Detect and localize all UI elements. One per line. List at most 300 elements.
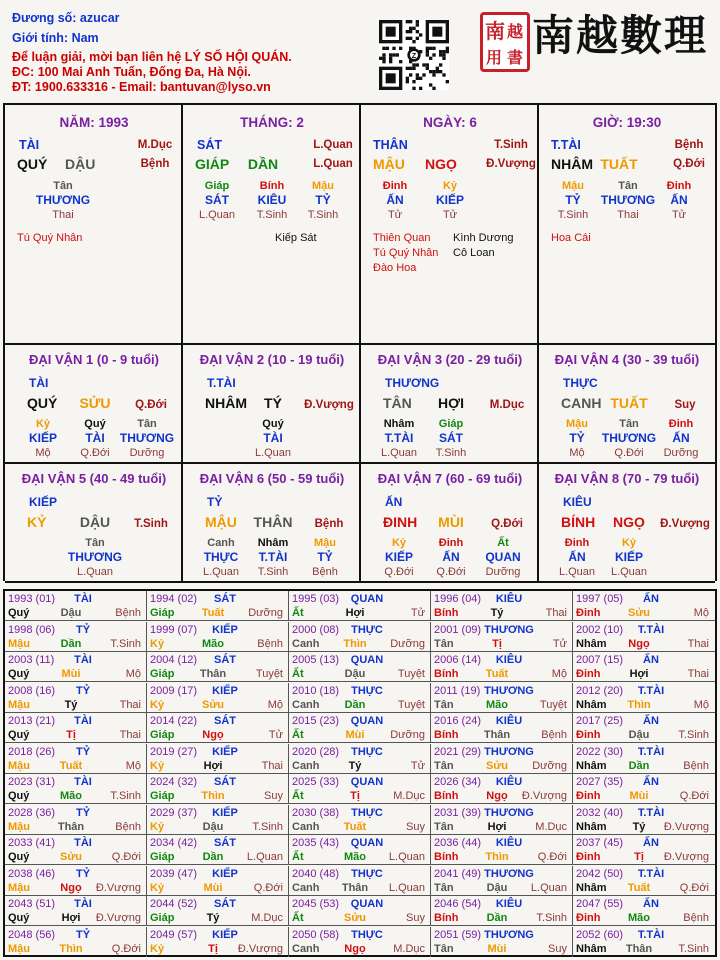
annual-cell[interactable] bbox=[147, 774, 289, 804]
annual-branch: Sửu bbox=[59, 851, 83, 863]
annual-ten-god: KIÊU bbox=[495, 654, 523, 666]
annual-year: 2005 (13) bbox=[292, 654, 340, 666]
pillar-stem: QUÝ bbox=[17, 156, 48, 172]
annual-life-stage: Đ.Vượng bbox=[663, 851, 709, 863]
hidden-life-stage: Dưỡng bbox=[485, 566, 521, 578]
dai-van-ten-god: THỰC bbox=[563, 376, 598, 390]
annual-cell[interactable] bbox=[573, 805, 715, 835]
hidden-life-stage: Dưỡng bbox=[129, 447, 165, 459]
annual-cell[interactable] bbox=[431, 622, 573, 652]
pillar-2 bbox=[183, 105, 361, 345]
hidden-ten-god: KIẾP bbox=[435, 193, 465, 207]
hidden-ten-god: THƯƠNG bbox=[601, 431, 657, 445]
annual-year: 2007 (15) bbox=[576, 654, 624, 666]
annual-stem: Đinh bbox=[576, 912, 601, 924]
annual-cell[interactable] bbox=[431, 774, 573, 804]
annual-cell[interactable] bbox=[431, 805, 573, 835]
annual-cell[interactable] bbox=[431, 744, 573, 774]
annual-stem: Ất bbox=[292, 668, 304, 680]
annual-stem: Nhâm bbox=[576, 881, 607, 894]
annual-cell[interactable] bbox=[431, 683, 573, 713]
annual-ten-god: TỶ bbox=[75, 745, 91, 758]
annual-ten-god: QUAN bbox=[350, 654, 384, 666]
annual-cell[interactable] bbox=[573, 866, 715, 896]
annual-ten-god: THỰC bbox=[351, 928, 383, 941]
annual-life-stage: Q.Đới bbox=[537, 851, 567, 863]
annual-cell[interactable] bbox=[5, 927, 147, 957]
annual-year: 2000 (08) bbox=[292, 623, 340, 636]
annual-cell[interactable] bbox=[147, 683, 289, 713]
dai-van-title: ĐẠI VẬN 6 (50 - 59 tuổi) bbox=[199, 471, 345, 486]
annual-cell[interactable] bbox=[289, 683, 431, 713]
annual-cell[interactable] bbox=[431, 713, 573, 743]
dai-van-title: ĐẠI VẬN 3 (20 - 29 tuổi) bbox=[377, 352, 523, 367]
annual-stem: Mậu bbox=[8, 942, 30, 955]
annual-life-stage: Q.Đới bbox=[679, 881, 709, 894]
annual-year: 2044 (52) bbox=[150, 898, 198, 910]
annual-branch: Dậu bbox=[344, 668, 366, 680]
dai-van-1[interactable] bbox=[5, 345, 183, 464]
annual-branch: Thìn bbox=[343, 637, 367, 650]
dai-van-stem: BÍNH bbox=[561, 514, 596, 530]
annual-cell[interactable] bbox=[147, 805, 289, 835]
hidden-ten-god: TÀI bbox=[263, 431, 283, 445]
hidden-life-stage: L.Quan bbox=[254, 447, 292, 459]
annual-year: 2049 (57) bbox=[150, 928, 198, 941]
annual-branch: Dậu bbox=[628, 729, 650, 741]
annual-ten-god: THỰC bbox=[351, 684, 383, 697]
annual-branch: Mùi bbox=[345, 729, 365, 741]
annual-cell[interactable] bbox=[573, 835, 715, 865]
annual-branch: Ngọ bbox=[202, 729, 224, 741]
dai-van-4[interactable] bbox=[539, 345, 715, 464]
pillar-chart bbox=[3, 103, 717, 581]
hidden-stem: Nhâm bbox=[383, 418, 415, 430]
annual-branch: Thân bbox=[57, 820, 85, 833]
annual-life-stage: Mộ bbox=[693, 607, 709, 619]
annual-year: 2006 (14) bbox=[434, 654, 482, 666]
annual-stem: Quý bbox=[8, 790, 30, 802]
annual-cell[interactable] bbox=[573, 683, 715, 713]
hidden-life-stage: Q.Đới bbox=[80, 447, 110, 459]
annual-stem: Canh bbox=[292, 820, 320, 833]
annual-life-stage: Tuyệt bbox=[255, 668, 283, 680]
hidden-stem: Kỷ bbox=[35, 418, 51, 430]
annual-stem: Đinh bbox=[576, 790, 601, 802]
annual-cell[interactable] bbox=[147, 866, 289, 896]
annual-branch: Tuất bbox=[343, 820, 367, 833]
dai-van-stem: NHÂM bbox=[205, 395, 247, 411]
annual-cell[interactable] bbox=[5, 866, 147, 896]
address-line: ĐC: 100 Mai Anh Tuấn, Đống Đa, Hà Nội. bbox=[12, 65, 251, 79]
pillar-stem: NHÂM bbox=[551, 156, 593, 172]
annual-ten-god: QUAN bbox=[350, 898, 384, 910]
annual-ten-god: KIẾP bbox=[212, 928, 238, 941]
annual-cell[interactable] bbox=[289, 713, 431, 743]
annual-ten-god: QUAN bbox=[350, 776, 384, 788]
annual-branch: Tuất bbox=[59, 759, 83, 772]
dai-van-life-stage: Suy bbox=[674, 399, 696, 411]
annual-cell[interactable] bbox=[5, 622, 147, 652]
hidden-ten-god: KIÊU bbox=[257, 193, 287, 207]
annual-branch: Hợi bbox=[345, 607, 365, 619]
hidden-ten-god: T.TÀI bbox=[258, 550, 288, 564]
annual-stem: Nhâm bbox=[576, 759, 607, 772]
annual-stem: Bính bbox=[434, 668, 459, 680]
annual-cell[interactable] bbox=[289, 866, 431, 896]
annual-life-stage: L.Quan bbox=[388, 851, 425, 863]
annual-year: 2032 (40) bbox=[576, 806, 624, 819]
annual-branch: Tuất bbox=[485, 668, 509, 680]
dai-van-stem: CANH bbox=[561, 395, 602, 411]
annual-year: 1999 (07) bbox=[150, 623, 198, 636]
annual-cell[interactable] bbox=[431, 866, 573, 896]
hidden-stem: Bính bbox=[259, 180, 285, 192]
annual-life-stage: T.Sinh bbox=[678, 729, 709, 741]
annual-ten-god: THỰC bbox=[351, 806, 383, 819]
annual-year: 2018 (26) bbox=[8, 745, 56, 758]
annual-life-stage: Tử bbox=[410, 607, 425, 619]
annual-year: 2016 (24) bbox=[434, 715, 482, 727]
annual-year: 2036 (44) bbox=[434, 837, 482, 849]
hidden-stem: Đinh bbox=[382, 180, 408, 192]
annual-stem: Kỷ bbox=[150, 637, 165, 650]
pillar-title: THÁNG: 2 bbox=[240, 115, 304, 130]
dai-van-6[interactable] bbox=[183, 464, 361, 583]
hidden-ten-god: ẤN bbox=[568, 550, 586, 564]
special-star: Tú Quý Nhân bbox=[373, 247, 439, 259]
hidden-life-stage: L.Quan bbox=[202, 566, 240, 578]
annual-branch: Mão bbox=[344, 851, 366, 863]
annual-ten-god: ẤN bbox=[643, 776, 659, 788]
hidden-ten-god: T.TÀI bbox=[384, 431, 414, 445]
annual-cell[interactable] bbox=[289, 652, 431, 682]
annual-branch: Ngọ bbox=[60, 881, 82, 894]
annual-branch: Thìn bbox=[59, 942, 83, 955]
annual-cell[interactable] bbox=[147, 835, 289, 865]
annual-cell[interactable] bbox=[147, 591, 289, 621]
annual-cell[interactable] bbox=[289, 744, 431, 774]
annual-cell[interactable] bbox=[573, 652, 715, 682]
annual-stem: Nhâm bbox=[576, 637, 607, 650]
annual-cell[interactable] bbox=[5, 774, 147, 804]
annual-stem: Ất bbox=[292, 729, 304, 741]
hidden-stem: Đinh bbox=[668, 418, 694, 430]
pillar-title: GIỜ: 19:30 bbox=[592, 115, 662, 130]
annual-life-stage: M.Dục bbox=[535, 820, 567, 833]
annual-cell[interactable] bbox=[147, 652, 289, 682]
hidden-stem: Mậu bbox=[314, 537, 336, 549]
annual-stem: Giáp bbox=[150, 790, 175, 802]
annual-life-stage: L.Quan bbox=[246, 851, 283, 863]
annual-life-stage: T.Sinh bbox=[536, 912, 567, 924]
annual-cell[interactable] bbox=[147, 927, 289, 957]
dai-van-2[interactable] bbox=[183, 345, 361, 464]
annual-life-stage: T.Sinh bbox=[252, 820, 283, 833]
pillar-branch-stage: Đ.Vượng bbox=[486, 158, 536, 170]
annual-ten-god: KIẾP bbox=[212, 623, 238, 636]
dai-van-stem: TÂN bbox=[383, 395, 412, 411]
dai-van-3[interactable] bbox=[361, 345, 539, 464]
annual-branch: Thân bbox=[625, 942, 653, 955]
annual-cell[interactable] bbox=[5, 683, 147, 713]
annual-year: 2039 (47) bbox=[150, 867, 198, 880]
annual-cell[interactable] bbox=[5, 652, 147, 682]
annual-year: 2052 (60) bbox=[576, 928, 624, 941]
phone-email-line[interactable]: ĐT: 1900.633316 - Email: bantuvan@lyso.vn bbox=[12, 80, 271, 94]
annual-year: 2041 (49) bbox=[434, 867, 482, 880]
annual-ten-god: THƯƠNG bbox=[484, 928, 534, 941]
hidden-life-stage: Tử bbox=[442, 209, 458, 221]
annual-cell[interactable] bbox=[573, 591, 715, 621]
hidden-stem: Tân bbox=[137, 418, 157, 430]
annual-ten-god: T.TÀI bbox=[637, 745, 665, 758]
special-star: Hoa Cái bbox=[551, 232, 591, 244]
pillar-ten-god: THÂN bbox=[373, 138, 408, 152]
annual-branch: Mão bbox=[486, 698, 508, 711]
annual-year: 2040 (48) bbox=[292, 867, 340, 880]
annual-life-stage: Đ.Vượng bbox=[521, 790, 567, 802]
annual-life-stage: Bệnh bbox=[683, 759, 709, 772]
annual-cell[interactable] bbox=[5, 744, 147, 774]
annual-stem: Ất bbox=[292, 607, 304, 619]
hidden-stem: Quý bbox=[84, 418, 106, 430]
hidden-ten-god: ẤN bbox=[386, 193, 404, 207]
annual-year: 1998 (06) bbox=[8, 623, 56, 636]
dai-van-branch: MÙI bbox=[438, 514, 464, 530]
annual-cell[interactable] bbox=[289, 805, 431, 835]
qr-code-icon[interactable] bbox=[379, 20, 449, 90]
dai-van-8[interactable] bbox=[539, 464, 715, 583]
annual-ten-god: TÀI bbox=[74, 715, 92, 727]
annual-stem: Canh bbox=[292, 698, 320, 711]
annual-ten-god: SÁT bbox=[214, 715, 236, 727]
pillar-stem: GIÁP bbox=[195, 156, 230, 172]
hidden-life-stage: Q.Đới bbox=[384, 566, 414, 578]
annual-branch: Dậu bbox=[202, 820, 224, 833]
annual-cell[interactable] bbox=[5, 805, 147, 835]
annual-cell[interactable] bbox=[289, 896, 431, 926]
hidden-ten-god: TỶ bbox=[317, 550, 333, 564]
annual-stem: Đinh bbox=[576, 607, 601, 619]
annual-ten-god: TỶ bbox=[75, 928, 91, 941]
annual-life-stage: Thai bbox=[119, 729, 141, 741]
annual-stem: Kỷ bbox=[150, 942, 165, 955]
annual-life-stage: M.Dục bbox=[393, 790, 425, 802]
annual-year: 2047 (55) bbox=[576, 898, 624, 910]
annual-cell[interactable] bbox=[431, 591, 573, 621]
annual-cell[interactable] bbox=[289, 835, 431, 865]
annual-branch: Mão bbox=[202, 637, 224, 650]
hidden-stem: Quý bbox=[262, 418, 284, 430]
annual-year: 2009 (17) bbox=[150, 684, 198, 697]
annual-cell[interactable] bbox=[147, 713, 289, 743]
annual-stem: Nhâm bbox=[576, 820, 607, 833]
hidden-life-stage: Thai bbox=[52, 209, 74, 221]
annual-ten-god: T.TÀI bbox=[637, 623, 665, 636]
hidden-life-stage: L.Quan bbox=[610, 566, 648, 578]
annual-life-stage: Bệnh bbox=[683, 912, 709, 924]
annual-branch: Ngọ bbox=[486, 790, 508, 802]
annual-year: 2037 (45) bbox=[576, 837, 624, 849]
annual-cell[interactable] bbox=[147, 622, 289, 652]
annual-ten-god: TÀI bbox=[74, 898, 92, 910]
annual-cell[interactable] bbox=[431, 652, 573, 682]
dai-van-5[interactable] bbox=[5, 464, 183, 583]
dai-van-branch: TUẤT bbox=[610, 395, 648, 411]
annual-year: 2020 (28) bbox=[292, 745, 340, 758]
annual-life-stage: Tử bbox=[268, 729, 283, 741]
annual-ten-god: KIÊU bbox=[495, 593, 523, 605]
annual-ten-god: T.TÀI bbox=[637, 867, 665, 880]
annual-year: 2043 (51) bbox=[8, 898, 56, 910]
annual-life-stage: Thai bbox=[687, 637, 709, 650]
annual-life-stage: Thai bbox=[119, 698, 141, 711]
annual-stem: Giáp bbox=[150, 607, 175, 619]
annual-ten-god: ẤN bbox=[643, 715, 659, 727]
annual-branch: Tị bbox=[66, 729, 76, 741]
hidden-life-stage: L.Quan bbox=[198, 209, 236, 221]
hidden-stem: Tân bbox=[85, 537, 105, 549]
annual-life-stage: Tuyệt bbox=[397, 668, 425, 680]
annual-branch: Hợi bbox=[61, 912, 81, 924]
annual-cell[interactable] bbox=[5, 835, 147, 865]
annual-branch: Thân bbox=[199, 668, 227, 680]
annual-ten-god: TÀI bbox=[74, 837, 92, 849]
annual-stem: Giáp bbox=[150, 668, 175, 680]
annual-cell[interactable] bbox=[431, 835, 573, 865]
dai-van-life-stage: M.Dục bbox=[489, 399, 525, 411]
annual-stem: Đinh bbox=[576, 851, 601, 863]
annual-stem: Quý bbox=[8, 607, 30, 619]
annual-cell[interactable] bbox=[5, 591, 147, 621]
annual-cell[interactable] bbox=[147, 896, 289, 926]
annual-life-stage: Suy bbox=[548, 942, 567, 955]
annual-branch: Hợi bbox=[487, 820, 507, 833]
dai-van-life-stage: Q.Đới bbox=[135, 399, 167, 411]
annual-year: 2019 (27) bbox=[150, 745, 198, 758]
annual-ten-god: ẤN bbox=[643, 654, 659, 666]
hidden-stem: Kỷ bbox=[442, 180, 458, 192]
annual-branch: Thìn bbox=[627, 698, 651, 711]
hidden-ten-god: KIẾP bbox=[28, 431, 58, 445]
annual-ten-god: SÁT bbox=[214, 776, 236, 788]
annual-ten-god: KIÊU bbox=[495, 837, 523, 849]
annual-ten-god: THƯƠNG bbox=[484, 867, 534, 880]
annual-cell[interactable] bbox=[289, 622, 431, 652]
annual-life-stage: Bệnh bbox=[541, 729, 567, 741]
annual-year: 1997 (05) bbox=[576, 593, 624, 605]
dai-van-branch: NGỌ bbox=[613, 514, 645, 530]
annual-stem: Mậu bbox=[8, 637, 30, 650]
annual-life-stage: Đ.Vượng bbox=[95, 881, 141, 894]
annual-cell[interactable] bbox=[431, 896, 573, 926]
annual-year: 2050 (58) bbox=[292, 928, 340, 941]
pillar-branch: DẬU bbox=[65, 156, 96, 172]
dai-van-7[interactable] bbox=[361, 464, 539, 583]
dai-van-life-stage: Đ.Vượng bbox=[304, 399, 354, 411]
annual-ten-god: KIÊU bbox=[495, 898, 523, 910]
annual-ten-god: KIẾP bbox=[212, 745, 238, 758]
pillar-life-stage: T.Sinh bbox=[494, 139, 528, 151]
annual-branch: Tý bbox=[632, 820, 646, 833]
annual-branch: Mùi bbox=[629, 790, 649, 802]
dai-van-title: ĐẠI VẬN 7 (60 - 69 tuổi) bbox=[377, 471, 523, 486]
annual-cell[interactable] bbox=[5, 713, 147, 743]
annual-luck-grid bbox=[3, 589, 717, 957]
annual-branch: Sửu bbox=[201, 698, 225, 711]
hidden-ten-god: ẤN bbox=[442, 550, 460, 564]
annual-stem: Kỷ bbox=[150, 759, 165, 772]
annual-cell[interactable] bbox=[431, 927, 573, 957]
annual-cell[interactable] bbox=[573, 927, 715, 957]
annual-year: 2046 (54) bbox=[434, 898, 482, 910]
dai-van-life-stage: T.Sinh bbox=[134, 518, 168, 530]
dai-van-ten-god: KIẾP bbox=[29, 495, 58, 509]
annual-cell[interactable] bbox=[573, 622, 715, 652]
hidden-life-stage: Q.Đới bbox=[614, 447, 644, 459]
annual-cell[interactable] bbox=[147, 744, 289, 774]
red-seal-logo: 南 越 用 書 bbox=[480, 12, 530, 72]
annual-year: 1993 (01) bbox=[8, 593, 56, 605]
annual-year: 2025 (33) bbox=[292, 776, 340, 788]
annual-stem: Canh bbox=[292, 881, 320, 894]
annual-branch: Tý bbox=[348, 759, 362, 772]
annual-branch: Ngọ bbox=[344, 942, 366, 955]
dai-van-title: ĐẠI VẬN 5 (40 - 49 tuổi) bbox=[21, 471, 167, 486]
annual-year: 1996 (04) bbox=[434, 593, 482, 605]
pillar-ten-god: TÀI bbox=[19, 138, 40, 152]
dai-van-ten-god: THƯƠNG bbox=[385, 376, 440, 390]
annual-life-stage: Mộ bbox=[125, 668, 141, 680]
hidden-life-stage: Thai bbox=[617, 209, 639, 221]
annual-life-stage: Dưỡng bbox=[248, 607, 283, 619]
pillar-branch-stage: Q.Đới bbox=[673, 158, 705, 170]
hidden-stem: Kỷ bbox=[391, 537, 407, 549]
annual-stem: Canh bbox=[292, 637, 320, 650]
annual-ten-god: QUAN bbox=[350, 593, 384, 605]
annual-year: 2017 (25) bbox=[576, 715, 624, 727]
annual-life-stage: Bệnh bbox=[115, 820, 141, 833]
hidden-ten-god: SÁT bbox=[439, 431, 463, 445]
annual-life-stage: Dưỡng bbox=[532, 759, 567, 772]
contact-line: Để luận giải, mời bạn liên hệ LÝ SỐ HỘI QUÁN. bbox=[12, 50, 292, 64]
dai-van-ten-god: TỶ bbox=[207, 495, 223, 509]
annual-cell[interactable] bbox=[289, 927, 431, 957]
pillar-branch: TUẤT bbox=[600, 156, 638, 172]
annual-cell[interactable] bbox=[289, 591, 431, 621]
annual-cell[interactable] bbox=[289, 774, 431, 804]
hidden-life-stage: Bệnh bbox=[312, 566, 338, 578]
annual-cell[interactable] bbox=[573, 896, 715, 926]
annual-cell[interactable] bbox=[573, 774, 715, 804]
annual-year: 2033 (41) bbox=[8, 837, 56, 849]
annual-branch: Tị bbox=[350, 790, 360, 802]
annual-life-stage: Suy bbox=[406, 912, 425, 924]
special-star: Kiếp Sát bbox=[275, 232, 317, 244]
annual-cell[interactable] bbox=[573, 713, 715, 743]
annual-cell[interactable] bbox=[5, 896, 147, 926]
brand-logo: 南越數理 bbox=[532, 11, 709, 60]
annual-ten-god: KIẾP bbox=[212, 867, 238, 880]
annual-branch: Dần bbox=[628, 759, 650, 772]
annual-cell[interactable] bbox=[573, 744, 715, 774]
annual-life-stage: Bệnh bbox=[257, 637, 283, 650]
annual-life-stage: L.Quan bbox=[530, 881, 567, 894]
annual-year: 2008 (16) bbox=[8, 684, 56, 697]
special-star: Tú Quý Nhân bbox=[17, 232, 83, 244]
annual-ten-god: QUAN bbox=[350, 715, 384, 727]
